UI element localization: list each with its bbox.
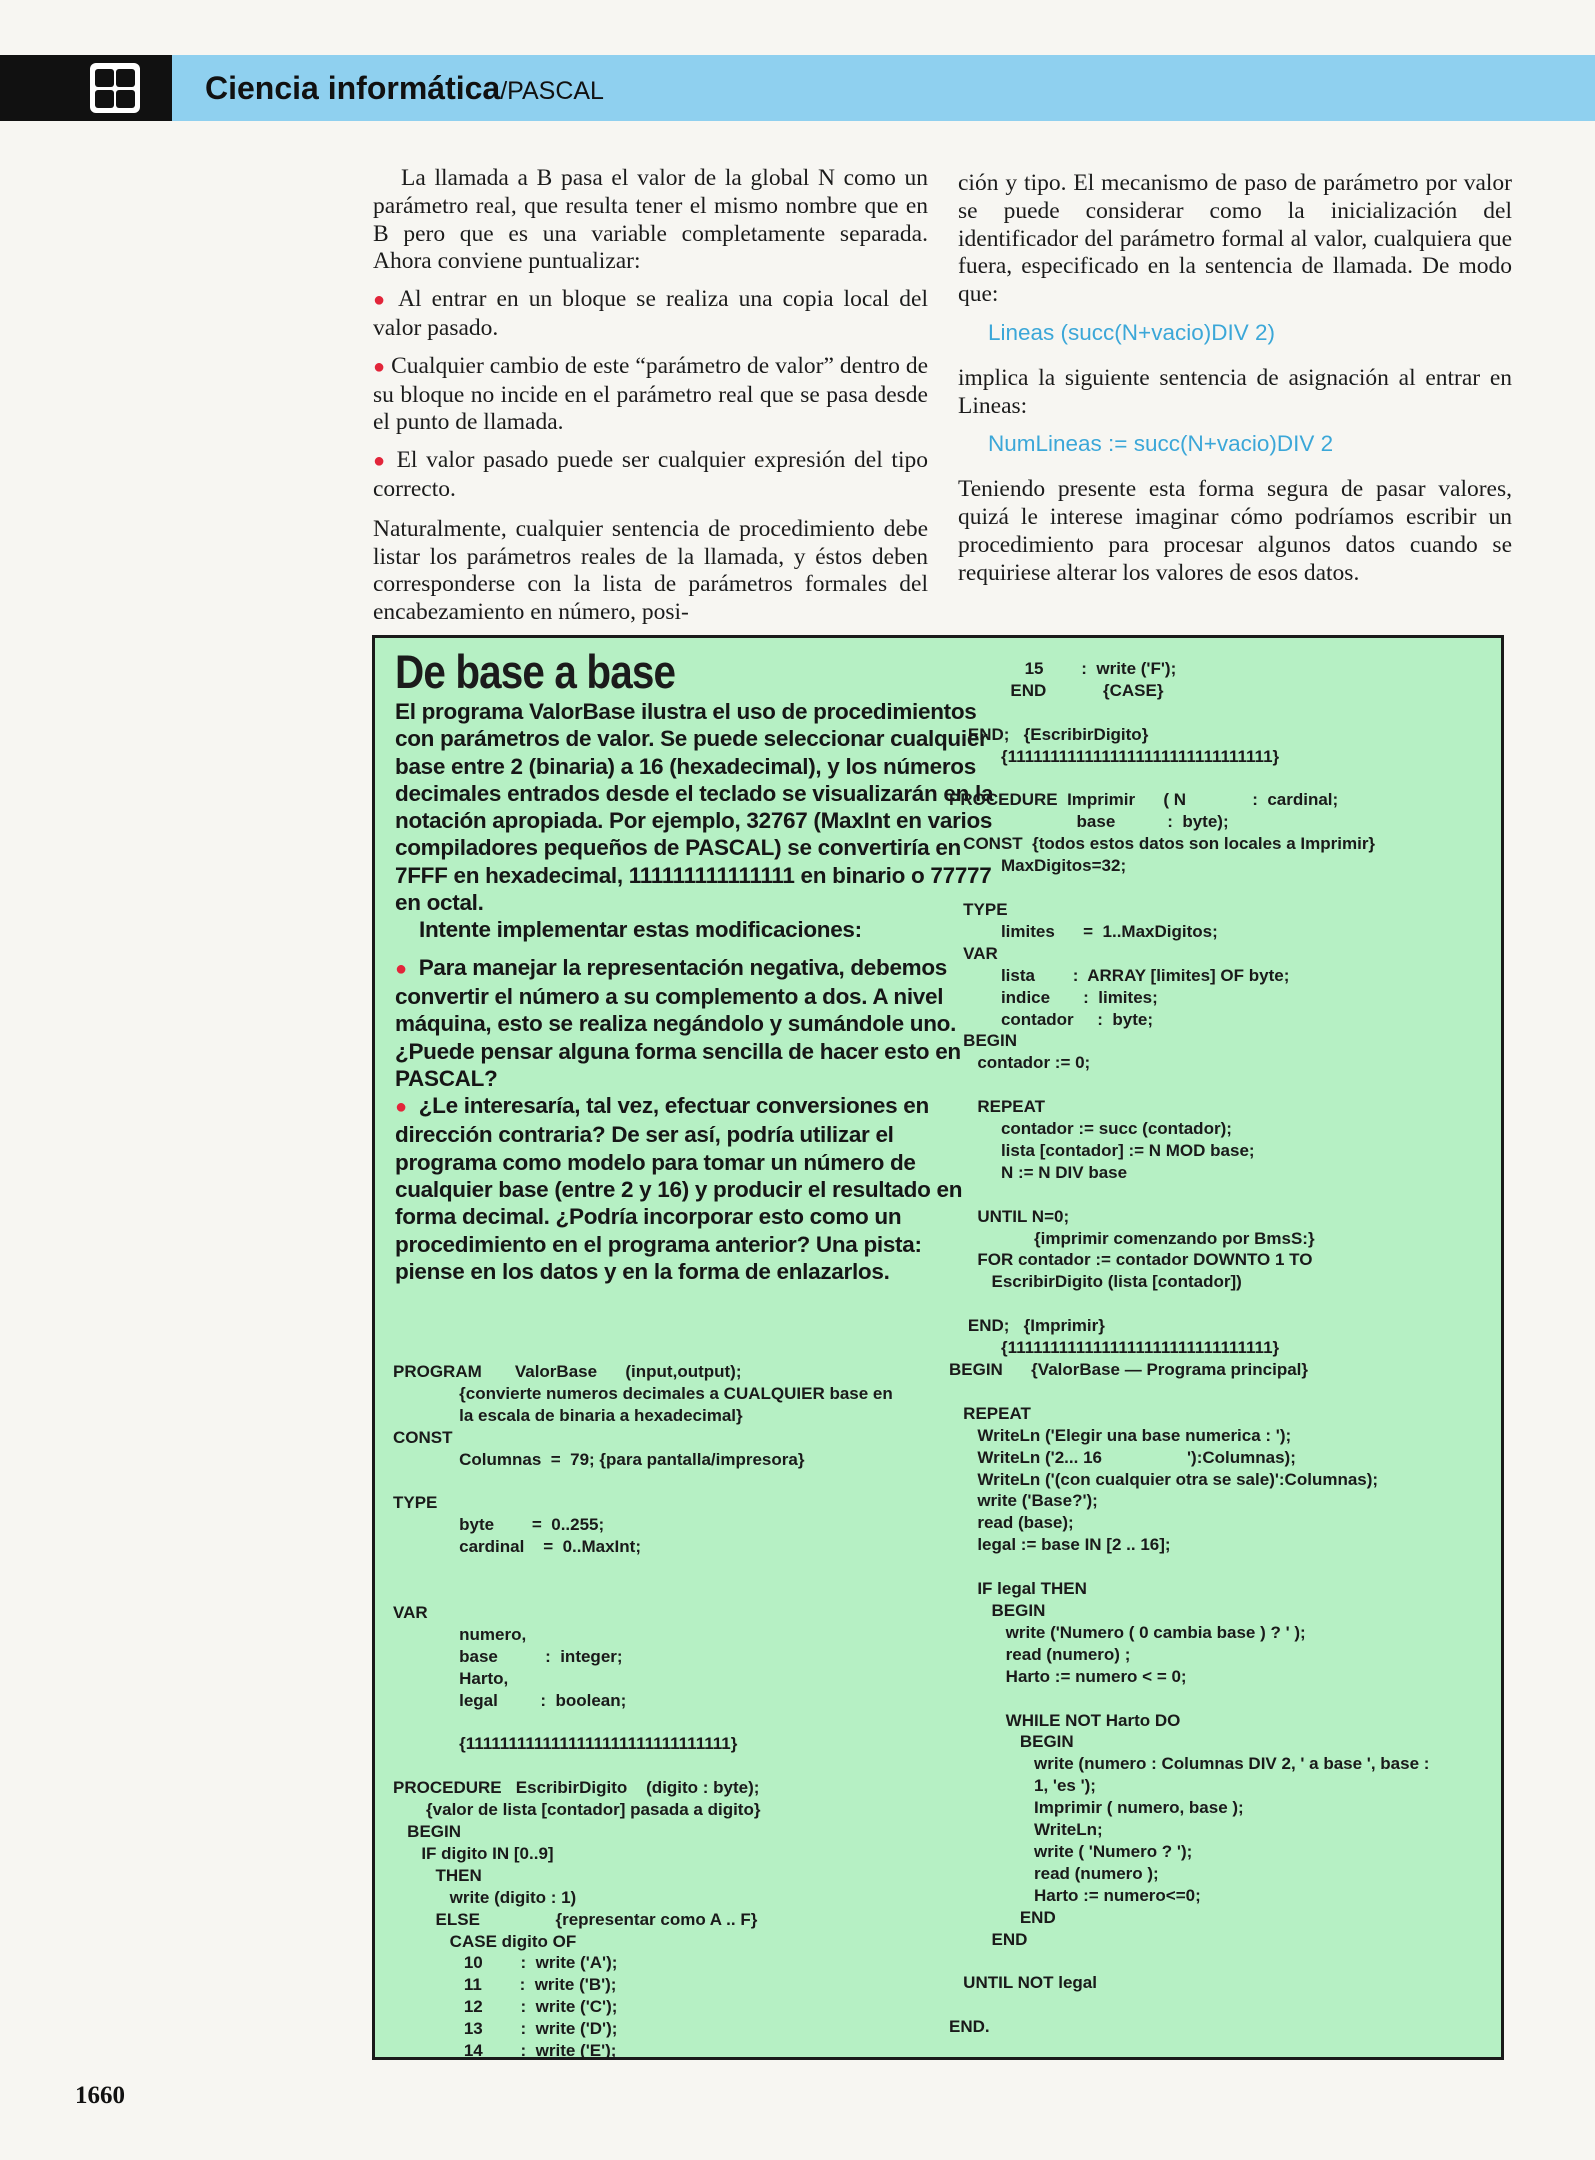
box-bullet-text: Para manejar la representación negativa, debemos convertir el número a su complemento a dos. A nivel máquina, esto se realiza negándolo y sumándole uno. ¿Puede pensar alguna forma sencilla de hacer esto en PASCAL?	[395, 954, 961, 1091]
page-header	[0, 55, 1595, 121]
bullet-text: Cualquier cambio de este “parámetro de valor” dentro de su bloque no incide en el parámetro real que se pasa desde el punto de llamada.	[373, 352, 928, 436]
header-black-block	[0, 55, 172, 121]
box-title: De base a base	[395, 645, 676, 698]
sidebar-box	[372, 635, 1504, 2060]
box-bullet-text: ¿Le interesaría, tal vez, efectuar conversiones en dirección contraria? De ser así, podría utilizar el programa como modelo para tomar un número de cualquier base (entre 2 y 16) y producir el resultado en forma decimal. ¿Podría incorporar esto como un procedimiento en el programa anterior? Una pista: piense en los datos y en la forma de enlazarlos.	[395, 1093, 963, 1284]
bullet-icon: ●	[373, 355, 386, 378]
section-title-sub: /PASCAL	[500, 77, 604, 105]
bullet-text: Al entrar en un bloque se realiza una copia local del valor pasado.	[373, 286, 928, 341]
paragraph: implica la siguiente sentencia de asignación al entrar en Lineas:	[958, 364, 1512, 419]
box-text	[395, 698, 995, 1285]
code-listing-right: 15 : write ('F'); END {CASE} END; {EscribirDigito} {1111111111111111111111111111111} PROCEDURE Imprimir ( N : cardinal; base : byte); CONST {todos estos datos son locales a Imprimir} MaxDigitos=32; TYPE limites = 1..MaxDigitos; VAR lista : ARRAY [limites] OF byte; indice : limites; contador : byte; BEGIN contador := 0; REPEAT contador := succ (contador); lista [contador] := N MOD base; N := N DIV base UNTIL N=0; {imprimir comenzando por BmsS:} FOR contador := contador DOWNTO 1 TO EscribirDigito (lista [contador]) END; {Imprimir} {1111111111111111111111111111111} BEGIN {ValorBase — Programa principal} REPEAT WriteLn ('Elegir una base numerica : '); WriteLn ('2... 16 '):Columnas); WriteLn ('(con cualquier otra se sale)':Columnas); write ('Base?'); read (base); legal := base IN [2 .. 16]; IF legal THEN BEGIN write ('Numero ( 0 cambia base ) ? ' ); read (numero) ; Harto := numero < = 0; WHILE NOT Harto DO BEGIN write (numero : Columnas DIV 2, ' a base ', base : 1, 'es '); Imprimir ( numero, base ); WriteLn; write ( 'Numero ? '); read (numero ); Harto := numero<=0; END END UNTIL NOT legal END.	[949, 659, 1430, 2037]
box-bullet	[395, 1092, 995, 1285]
box-bullet	[395, 954, 995, 1092]
bullet-icon: ●	[395, 1096, 407, 1119]
section-title	[205, 70, 604, 107]
bullet-item	[373, 353, 928, 437]
box-lead: Intente implementar estas modificaciones:	[419, 917, 862, 943]
bullet-list	[373, 286, 928, 504]
body-column-left	[373, 165, 928, 637]
bullet-icon: ●	[373, 450, 388, 473]
section-title-main: Ciencia informática	[205, 70, 501, 106]
paragraph: Naturalmente, cualquier sentencia de procedimiento debe listar los parámetros reales de la llamada, y éstos deben corresponderse con la lista de parámetros formales del encabezamiento en número, posi-	[373, 515, 928, 626]
inline-code: NumLineas := succ(N+vacio)DIV 2	[988, 431, 1334, 457]
box-intro: El programa ValorBase ilustra el uso de procedimientos con parámetros de valor. Se puede seleccionar cualquier base entre 2 (binaria) a 16 (hexadecimal), y los números decimales entrados desde el teclado se visualizarán en la notación apropiada. Por ejemplo, 32767 (MaxInt en varios compiladores pequeños de PASCAL) se convertiría en 7FFF en hexadecimal, 111111111111111 en binario o 77777 en octal.	[395, 699, 994, 916]
inline-code: Lineas (succ(N+vacio)DIV 2)	[988, 319, 1275, 345]
body-column-right	[958, 170, 1512, 597]
paragraph: Teniendo presente esta forma segura de pasar valores, quizá le interese imaginar cómo podríamos escribir un procedimiento para procesar algunos datos cuando se requiriese alterar los valores de esos datos.	[958, 476, 1512, 586]
section-logo-icon	[90, 63, 140, 113]
bullet-icon: ●	[373, 289, 390, 312]
code-listing-left: PROGRAM ValorBase (input,output); {convierte numeros decimales a CUALQUIER base en la escala de binaria a hexadecimal} CONST Columnas = 79; {para pantalla/impresora} TYPE byte = 0..255; cardinal = 0..MaxInt; VAR numero, base : integer; Harto, legal : boolean; {1111111111111111111111111111111} PROCEDURE EscribirDigito (digito : byte); {valor de lista [contador] pasada a digito} BEGIN IF digito IN [0..9] THEN write (digito : 1) ELSE {representar como A .. F} CASE digito OF 10 : write ('A'); 11 : write ('B'); 12 : write ('C'); 13 : write ('D'); 14 : write ('E');	[393, 1362, 893, 2061]
paragraph: ción y tipo. El mecanismo de paso de parámetro por valor se puede considerar como la inicialización del identificador del parámetro formal al valor, cualquiera que fuera, especificado en la sentencia de llamada. De modo que:	[958, 170, 1512, 308]
page-number: 1660	[75, 2082, 125, 2109]
bullet-item	[373, 447, 928, 504]
paragraph: La llamada a B pasa el valor de la global N como un parámetro real, que resulta tener el mismo nombre que en B pero que es una variable completamente separada. Ahora conviene puntualizar:	[373, 165, 928, 275]
bullet-text: El valor pasado puede ser cualquier expresión del tipo correcto.	[373, 447, 928, 502]
bullet-icon: ●	[395, 957, 407, 980]
bullet-item	[373, 286, 928, 343]
